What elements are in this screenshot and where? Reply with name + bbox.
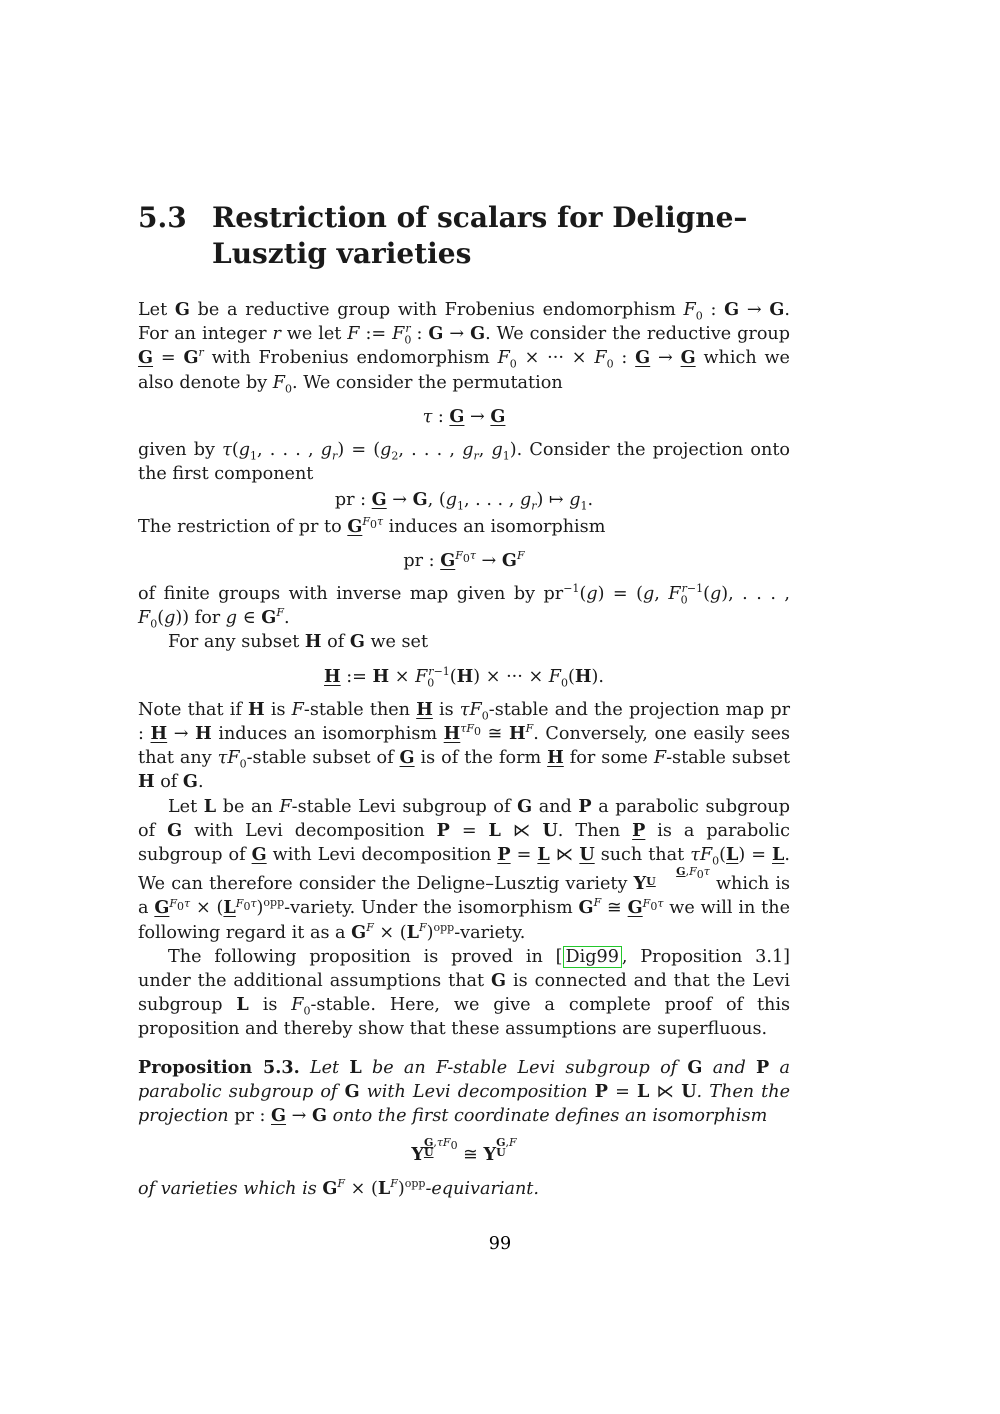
display-projection: pr : G → G, ($g_1$, . . . , $g_r$) ↦ $g_1$. xyxy=(334,489,594,513)
section-heading xyxy=(138,200,790,272)
paragraph-note: Note that if H is F-stable then H is $\tau F_0$-stable and the projection map pr : H → H induces an isomorphism $H^{\tau F_0}$ ≅ $H^F$. Conversely, one easily sees that any $\tau F_0$-stable subset of G is of the form H for some F-stable subset H of G. xyxy=(138,698,791,793)
display-subset-definition: H := $H \times F_0^{r-1}(H)$ × ··· × $F_0(H)$. xyxy=(324,664,604,690)
paragraph-finite-groups: of finite groups with inverse map given by $pr^{-1}(g) = (g$, $F_0^{r-1}(g)$, . . . , $F_0(g)$) for g ∈ $G^F$. xyxy=(138,582,791,631)
display-variety-isomorphism: $YG,\tau F_0$ U ≅ YG,F U xyxy=(411,1136,517,1166)
citation-link-dig99[interactable]: Dig99 xyxy=(563,946,622,968)
section-title: Restriction of scalars for Deligne–Lusztig varieties xyxy=(212,201,748,270)
paragraph-restriction: The restriction of pr to $G^{F_0\tau}$ induces an isomorphism xyxy=(138,514,606,537)
paragraph-given-by: given by $\tau(g_1$, . . . , $g_r) = (g_2$, . . . , $g_r$, $g_1$). Consider the projection onto the first component xyxy=(138,440,791,485)
display-permutation: τ : G → G xyxy=(422,405,506,427)
display-isomorphism: pr : $G^{F_0\tau} \to G^F$ xyxy=(403,548,525,571)
proposition-5-3: Proposition 5.3. Let L be an F-stable Levi subgroup of G and P a parabolic subgroup of G with Levi decomposition P = L ⋉ U. Then the projection pr : G → G onto the first coordinate defines an isomorphism xyxy=(138,1056,790,1127)
section-number: 5.3 xyxy=(138,201,187,234)
paragraph-dig99: The following proposition is proved in [ Dig99 , Proposition 3.1] under the additional assumptions that G is connected and that the Levi subgroup L is $F_0$-stable. Here, we give a complete proof of this proposition and thereby show that these assumptions are superfluous. xyxy=(138,946,791,1040)
proposition-label: Proposition 5.3. xyxy=(138,1056,300,1078)
paragraph-levi: Let L be an F-stable Levi subgroup of G and P a parabolic subgroup of G with Levi decomposition P = L ⋉ U. Then P is a parabolic subgroup of G with Levi decomposition P = L ⋉ U such that $\tau F_0(L) = L$. We can therefore consider the Deligne–Lusztig variety $YG,F_0\tau$ U which is a $G^{F_0\tau}$ × $(L^{F_0\tau})^{opp}$-variety. Under the isomorphism $G^F$ ≅ $G^{F_0\tau}$ we will in the following regard it as a $G^F$ × $(L^F)^{opp}$-variety. xyxy=(138,795,791,943)
page-content xyxy=(138,200,790,1201)
paragraph-subset: For any subset H of G we set xyxy=(168,631,429,653)
paragraph-intro: Let G be a reductive group with Frobenius endomorphism $F_0$ : G → G. For an integer r we let F := $F_0^r$ : G → G. We consider the reductive group $G = G^r$ with Frobenius endomorphism $F_0$ × ··· × $F_0$ : G → G which we also denote by $F_0$. We consider the permutation xyxy=(138,299,791,396)
proposition-conclusion: of varieties which is $G^F$ × $(L^F)^{opp}$-equivariant. xyxy=(138,1176,539,1199)
page-number: 99 xyxy=(488,1234,512,1254)
